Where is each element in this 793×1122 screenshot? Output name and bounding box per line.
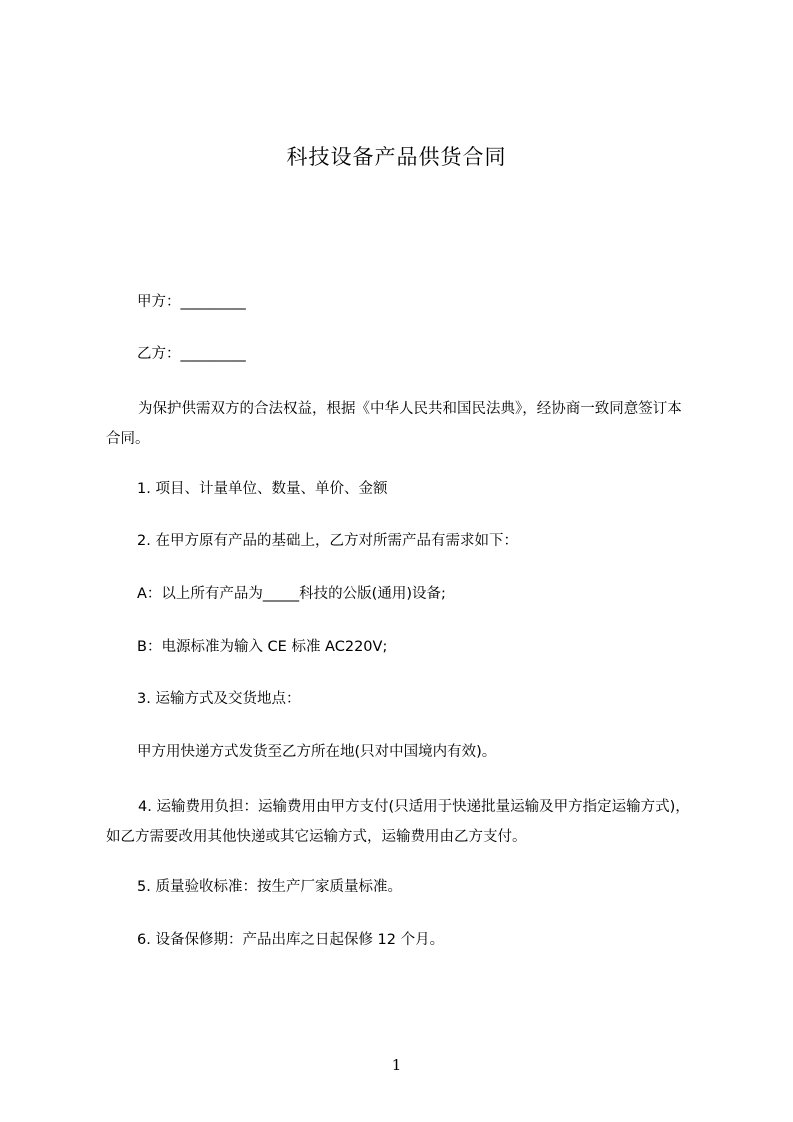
clause-3-text: 甲方用快递方式发货至乙方所在地(只对中国境内有效)。 [137,744,497,760]
clause-2-item-b: B：电源标准为输入 CE 标准 AC220V; [137,639,388,655]
clause-1: 1. 项目、计量单位、数量、单价、金额 [137,481,388,497]
clause-2: 2. 在甲方原有产品的基础上，乙方对所需产品有需求如下： [137,533,518,549]
contract-title: 科技设备产品供货合同 [286,145,507,169]
party-a-line: 甲方：_________ [137,294,246,310]
clause-6: 6. 设备保修期：产品出库之日起保修 12 个月。 [137,932,445,948]
clause-5: 5. 质量验收标准：按生产厂家质量标准。 [137,879,402,895]
clause-3: 3. 运输方式及交货地点： [137,691,301,707]
page-number: 1 [391,1056,402,1074]
clause-2-item-a: A：以上所有产品为_____科技的公版(通用)设备; [137,586,446,602]
party-b-line: 乙方：_________ [137,346,246,362]
clause-4-paragraph: 4. 运输费用负担：运输费用由甲方支付(只适用于快递批量运输及甲方指定运输方式)，如乙方需要改用其他快递或其它运输方式，运输费用由乙方支付。 [106,799,690,845]
preamble-paragraph: 为保护供需双方的合法权益，根据《中华人民共和国民法典》，经协商一致同意签订本合同。 [106,401,682,447]
